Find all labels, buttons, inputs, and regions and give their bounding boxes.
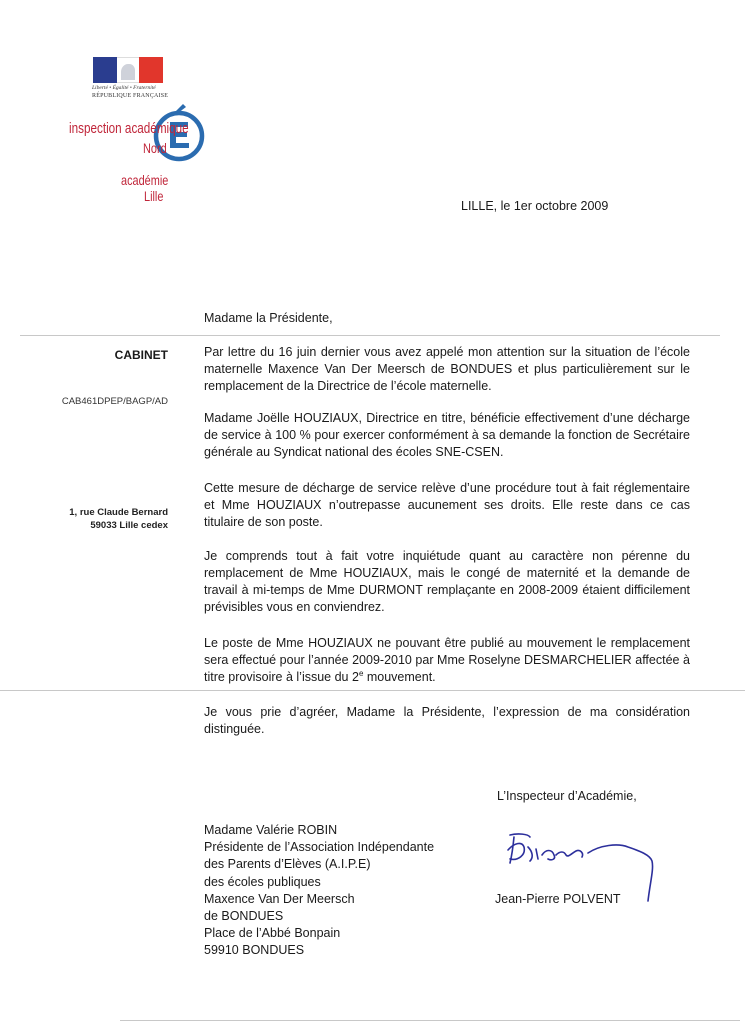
recipient-line: Maxence Van Der Meersch xyxy=(204,891,355,906)
recipient-line: 59910 BONDUES xyxy=(204,943,305,958)
paragraph-5-text: Le poste de Mme HOUZIAUX ne pouvant être publié au mouvement le remplacement sera effectué pour l’année 2009-2010 par Mme Roselyne DESMARCHELIER affectée à titre provisoire à l’issue du 2 xyxy=(204,636,690,684)
paragraph-1: Par lettre du 16 juin dernier vous avez appelé mon attention sur la situation de l’école maternelle Maxence Van Der Meersch de BONDUES et plus particulièrement sur le remplacement de la Directrice de l’école maternelle. xyxy=(204,345,690,393)
academie-label: académie xyxy=(121,172,169,188)
recipient-line: Place de l’Abbé Bonpain xyxy=(204,926,341,941)
recipient-line: Présidente de l’Association Indépendante xyxy=(204,840,435,855)
nord-label: Nord xyxy=(143,140,167,156)
republic-name: RÉPUBLIQUE FRANÇAISE xyxy=(92,93,169,99)
lille-label: Lille xyxy=(144,188,164,204)
bottom-rule xyxy=(120,1020,740,1021)
recipient-line: des écoles publiques xyxy=(204,874,321,889)
recipient-address xyxy=(204,822,434,960)
sender-address xyxy=(0,506,168,532)
header-rule xyxy=(20,335,720,336)
department-label: CABINET xyxy=(114,348,168,362)
paragraph-5-end: mouvement. xyxy=(363,670,436,684)
salutation: Madame la Présidente, xyxy=(204,311,333,325)
recipient-line: des Parents d’Elèves (A.I.P.E) xyxy=(204,857,371,872)
republic-motto: Liberté • Égalité • Fraternité xyxy=(92,85,156,91)
sender-address-line2: 59033 Lille cedex xyxy=(90,520,168,531)
closing-title: L’Inspecteur d’Académie, xyxy=(497,789,637,803)
letter-date: LILLE, le 1er octobre 2009 xyxy=(461,199,609,213)
reference-code: CAB461DPEP/BAGP/AD xyxy=(61,396,168,407)
paragraph-3: Cette mesure de décharge de service relève d’une procédure tout à fait réglementaire et Mme HOUZIAUX n’outrepasse aucunement ses droits. Elle reste dans ce cas titulaire de son poste. xyxy=(204,481,690,529)
inspection-academique-label: inspection académique xyxy=(69,120,189,137)
paragraph-2: Madame Joëlle HOUZIAUX, Directrice en titre, bénéficie effectivement d’une décharge de service à 100 % pour exercer conformément à sa demande la fonction de Secrétaire générale au Syndicat national des écoles SNE-CSEN. xyxy=(204,411,690,459)
footer-rule xyxy=(0,690,745,691)
paragraph-5 xyxy=(204,635,690,686)
paragraph-6: Je vous prie d’agréer, Madame la Présidente, l’expression de ma considération distinguée. xyxy=(204,705,690,736)
recipient-line: de BONDUES xyxy=(204,909,284,924)
paragraph-4: Je comprends tout à fait votre inquiétude quant au caractère non pérenne du remplacement de Mme HOUZIAUX, mais le congé de maternité et la demande de travail à mi-temps de Mme DURMONT remplaçante en 2008-2009 étaient difficilement prévisibles vous en conviendrez. xyxy=(204,549,690,614)
sender-address-line1: 1, rue Claude Bernard xyxy=(69,507,168,518)
signer-name: Jean-Pierre POLVENT xyxy=(495,892,621,906)
recipient-line: Madame Valérie ROBIN xyxy=(204,823,338,837)
paragraph-5-superscript: e xyxy=(358,668,364,678)
marianne-flag-logo xyxy=(93,57,163,83)
